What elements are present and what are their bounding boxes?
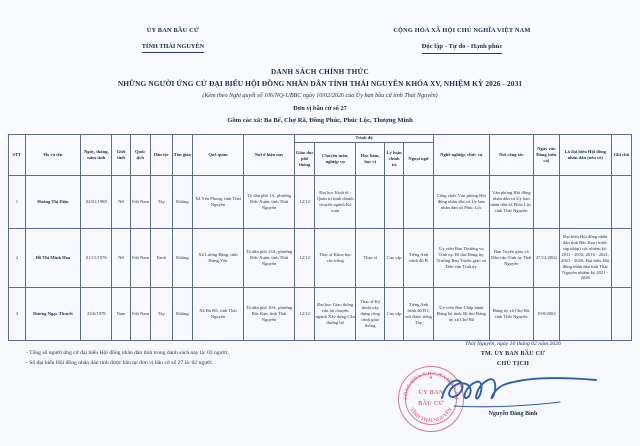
note-total-candidates: - Tổng số người ứng cử đại biểu Hội đồng nhân dân tỉnh trong danh sách này là: 03 người;	[26, 349, 229, 356]
cell-nationality: Việt Nam	[130, 287, 150, 340]
col-full-name: Họ và tên	[25, 134, 81, 175]
col-academic-degree: Học hàm, học vị	[356, 142, 385, 175]
national-motto: Độc lập - Tự do - Hạnh phúc	[422, 42, 503, 54]
col-occupation: Nghề nghiệp, chức vụ	[434, 134, 490, 175]
cell-full-name: Hoàng Thị Diệu	[25, 175, 81, 228]
col-hometown: Quê quán	[192, 134, 243, 175]
constituency-communes: Gồm các xã: Ba Bể, Chợ Rã, Đồng Phúc, Phúc Lộc, Thượng Minh	[227, 116, 413, 124]
cell-workplace: Ban Tuyên giáo và Dân vận Tỉnh ủy Thái Nguyên	[489, 228, 533, 287]
cell-gender: Nữ	[112, 228, 130, 287]
cell-nationality: Việt Nam	[130, 175, 150, 228]
cell-nationality: Việt Nam	[130, 228, 150, 287]
signatory-name: Nguyễn Đăng Bình	[488, 410, 538, 417]
cell-note	[611, 228, 631, 287]
col-gender: Giới tính	[112, 134, 130, 175]
cell-note	[611, 175, 631, 228]
seal-star-icon: ★	[428, 376, 434, 381]
cell-dob: 01/11/1976	[81, 228, 112, 287]
cell-education: 12/12	[295, 175, 315, 228]
cell-delegate	[559, 287, 611, 340]
issuing-authority-block	[22, 26, 306, 54]
seal-bottom-label: TỈNH THÁI NGUYÊN	[408, 406, 454, 425]
cell-dob: 02/01/1988	[81, 175, 112, 228]
page-title: DANH SÁCH CHÍNH THỨC	[270, 67, 370, 76]
cell-full-name: Dương Ngọc Thuyết	[25, 287, 81, 340]
seal-line-1: ỦY BAN	[418, 389, 444, 396]
cell-degree	[356, 175, 385, 228]
cell-residence: Tổ dân phố 10A, phường Bắc Kạn, tỉnh Thái Nguyên	[244, 287, 295, 340]
cell-religion: Không	[172, 228, 192, 287]
cell-ethnicity: Tày	[150, 175, 172, 228]
cell-occupation: Ủy viên Ban Chấp hành Đảng bộ tỉnh, Bí thư Đảng ủy xã Chợ Rã	[434, 287, 490, 340]
cell-party-date: 19/8/2004	[534, 287, 560, 340]
col-religion: Tôn giáo	[172, 134, 192, 175]
authority-line-1: ỦY BAN BẦU CỬ	[146, 27, 200, 34]
cell-hometown: Xã Yên Phong, tỉnh Thái Nguyên	[192, 175, 243, 228]
cell-workplace: Văn phòng Hội đồng nhân dân và Ủy ban nhân dân xã Phúc Lộc, tỉnh Thái Nguyên	[489, 175, 533, 228]
official-seal-icon	[398, 366, 464, 432]
col-party-join-date: Ngày vào Đảng (nếu có)	[534, 134, 560, 175]
candidate-table-wrapper	[8, 134, 632, 341]
seal-outer-text-bottom	[408, 407, 453, 424]
seal-line-2: BẦU CỬ	[418, 400, 444, 407]
cell-politics	[385, 175, 404, 228]
candidate-table	[8, 134, 632, 341]
cell-delegate	[559, 175, 611, 228]
col-delegate-history: Là đại biểu Hội đồng nhân dân (nếu có)	[559, 134, 611, 175]
cell-party-date: 27/12/2002	[534, 228, 560, 287]
national-heading-block	[306, 26, 618, 54]
cell-language: Tiếng Anh trình độ B	[404, 228, 434, 287]
cell-language: Tiếng Anh trình độ B1; nói được tiếng Tày	[404, 287, 434, 340]
col-workplace: Nơi công tác	[489, 134, 533, 175]
table-row	[9, 287, 632, 340]
document-title-block	[0, 66, 640, 127]
cell-stt: 1	[9, 175, 26, 228]
signature-place-date: Thái Nguyên, ngày 10 tháng 02 năm 2026	[465, 341, 561, 347]
candidate-table-body	[9, 175, 632, 340]
cell-politics: Cao cấp	[385, 228, 404, 287]
col-specialty: Chuyên môn, nghiệp vụ	[315, 142, 356, 175]
col-note: Ghi chú	[611, 134, 631, 175]
national-title: CỘNG HÒA XÃ HỘI CHỦ NGHĨA VIỆT NAM	[393, 27, 531, 34]
page-subtitle: NHỮNG NGƯỜI ỨNG CỬ ĐẠI BIỂU HỘI ĐỒNG NHÂN DÂN TỈNH THÁI NGUYÊN KHÓA XV, NHIỆM KỲ 2026 - 2031	[117, 79, 523, 89]
cell-education: 12/12	[295, 287, 315, 340]
signature-on-behalf: TM. ỦY BAN BẦU CỬ	[480, 350, 546, 357]
col-date-of-birth: Ngày, tháng, năm sinh	[81, 134, 112, 175]
signature-role: CHỦ TỊCH	[496, 361, 530, 368]
col-nationality: Quốc tịch	[130, 134, 150, 175]
table-header-group-row	[9, 134, 632, 142]
cell-language	[404, 175, 434, 228]
cell-religion: Không	[172, 287, 192, 340]
cell-party-date	[534, 175, 560, 228]
cell-residence: Tổ dân phố 1A, phường Đức Xuân, tỉnh Thái Nguyên	[244, 175, 295, 228]
col-political-theory: Lý luận chính trị	[385, 142, 404, 175]
cell-gender: Nam	[112, 287, 130, 340]
cell-politics: Cao cấp	[385, 287, 404, 340]
cell-degree: Thạc sĩ	[356, 228, 385, 287]
cell-ethnicity: Kinh	[150, 228, 172, 287]
cell-occupation: Ủy viên Ban Thường vụ Tỉnh ủy, Bí thư Đảng ủy, Trưởng Ban Tuyên giáo và Dân vận Tỉnh ủy	[434, 228, 490, 287]
col-foreign-language: Ngoại ngữ	[404, 142, 434, 175]
cell-specialty: Thạc sĩ Khoa học cây trồng	[315, 228, 356, 287]
cell-workplace: Đảng ủy xã Chợ Rã, tỉnh Thái Nguyên	[489, 287, 533, 340]
constituency-number: Đơn vị bầu cử số 27	[293, 105, 347, 113]
authority-line-2: TỈNH THÁI NGUYÊN	[142, 42, 205, 52]
cell-specialty: Đại học Giao thông vận tải chuyên ngành Xây dựng Cầu đường bộ	[315, 287, 356, 340]
cell-residence: Tổ dân phố 13A, phường Đức Xuân, tỉnh Thái Nguyên	[244, 228, 295, 287]
col-ethnicity: Dân tộc	[150, 134, 172, 175]
col-general-education: Giáo dục phổ thông	[295, 142, 315, 175]
col-residence: Nơi ở hiện nay	[244, 134, 295, 175]
table-row	[9, 175, 632, 228]
cell-religion: Không	[172, 175, 192, 228]
cell-degree: Thạc sĩ Kỹ thuật xây dựng công trình giao thông	[356, 287, 385, 340]
resolution-reference: (Kèm theo Nghị quyết số 106/NQ-UBBC ngày 10/02/2026 của Ủy ban bầu cử tỉnh Thái Nguyên)	[202, 92, 438, 99]
cell-stt: 3	[9, 287, 26, 340]
cell-delegate: Đại biểu Hội đồng nhân dân tỉnh Bắc Kạn (trước sáp nhập) các nhiệm kỳ: 2011 - 2016, 2016 - 2021, 2021 - 2026; Đại biểu Hội đồng nhân dân tỉnh Thái Nguyên nhiệm kỳ 2021 - 2026	[559, 228, 611, 287]
cell-gender: Nữ	[112, 175, 130, 228]
cell-full-name: Đỗ Thị Minh Hoa	[25, 228, 81, 287]
cell-stt: 2	[9, 228, 26, 287]
cell-hometown: Xã Đa Đồ, tỉnh Thái Nguyên	[192, 287, 243, 340]
col-group-qualifications: Trình độ	[295, 134, 434, 142]
cell-specialty: Đại học Kinh tế - Quản trị kinh doanh chuyên ngành Kế toán	[315, 175, 356, 228]
col-stt: STT	[9, 134, 26, 175]
cell-education: 12/12	[295, 228, 315, 287]
cell-dob: 23/6/1978	[81, 287, 112, 340]
seal-outer-label: CỘNG HÒA X.H.C.N VIỆT NAM	[402, 370, 460, 400]
document-header	[0, 0, 640, 54]
cell-hometown: Xã Lương Bằng, tỉnh Hưng Yên	[192, 228, 243, 287]
cell-ethnicity: Tày	[150, 287, 172, 340]
note-seats-available: - Số đại biểu Hội đồng nhân dân tỉnh được bầu tại đơn vị bầu cử số 27 là: 02 người.	[26, 360, 214, 367]
cell-note	[611, 287, 631, 340]
table-row	[9, 228, 632, 287]
cell-occupation: Công chức Văn phòng Hội đồng nhân dân và Ủy ban nhân dân xã Phúc Lộc	[434, 175, 490, 228]
